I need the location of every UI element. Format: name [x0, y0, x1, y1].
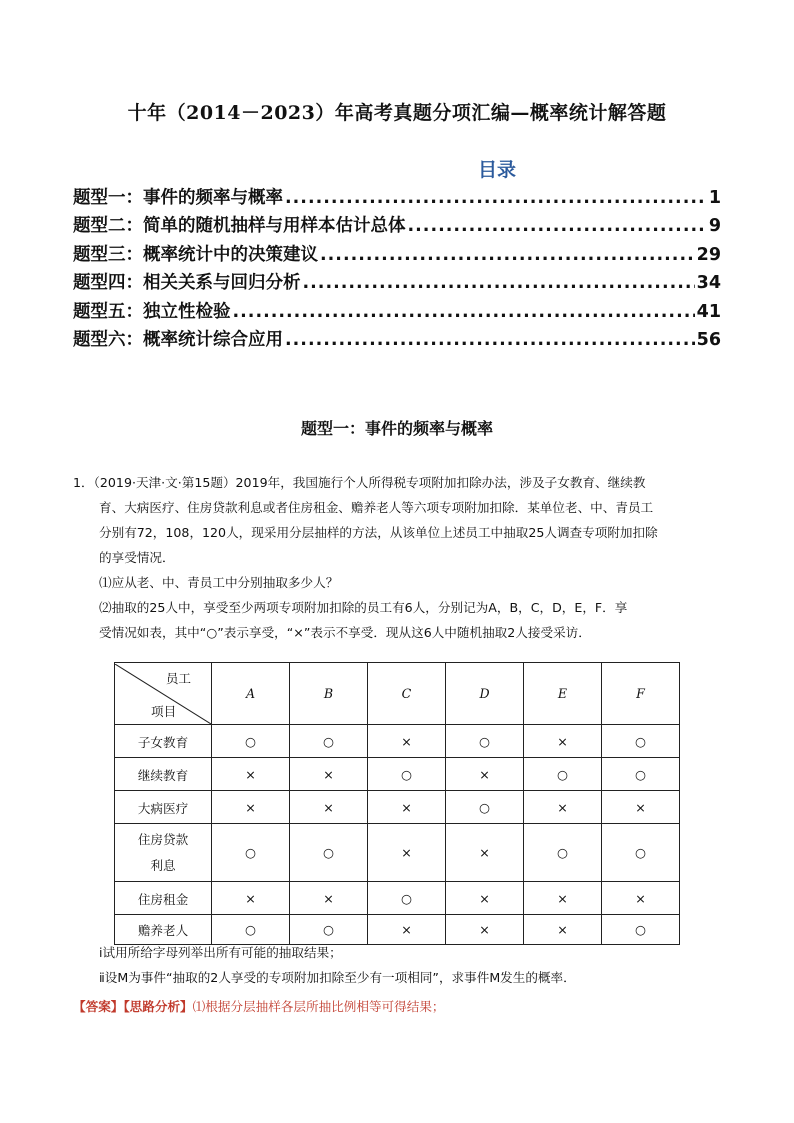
table-row — [115, 824, 680, 882]
table-cell: × — [446, 758, 524, 791]
toc-heading: 目录 — [478, 159, 517, 181]
table-cell: × — [524, 725, 602, 758]
table-cell: ○ — [446, 791, 524, 824]
sub-questions — [99, 940, 749, 990]
table-cell: × — [212, 882, 290, 915]
answer-line — [73, 994, 445, 1019]
column-header: A — [212, 663, 290, 725]
row-label-line: 住房贷款 — [137, 831, 189, 847]
sub-question-ii: ⅱ设M为事件“抽取的2人享受的专项附加扣除至少有一项相同”，求事件M发生的概率． — [99, 970, 576, 985]
table-cell: ○ — [290, 824, 368, 882]
toc-entry-page: 9 — [708, 216, 721, 237]
table-cell: × — [524, 915, 602, 945]
answer-tag: 【答案】 — [73, 999, 124, 1014]
problem-line: 育、大病医疗、住房贷款利息或者住房租金、赡养老人等六项专项附加扣除．某单位老、中、青员工 — [99, 500, 654, 515]
problem-line: 1．（2019·天津·文·第15题）2019年，我国施行个人所得税专项附加扣除办法，涉及子女教育、继续教 — [73, 475, 646, 490]
toc-entry-page: 29 — [696, 244, 721, 265]
table-cell: ○ — [212, 824, 290, 882]
table-cell: ○ — [524, 758, 602, 791]
table-cell: × — [368, 824, 446, 882]
table-cell: × — [212, 758, 290, 791]
row-label: 继续教育 — [115, 758, 212, 791]
toc-leader-dots — [285, 188, 707, 208]
toc-entry-label: 题型六：概率统计综合应用 — [73, 329, 283, 350]
toc-entry-page: 34 — [696, 273, 721, 294]
column-header: E — [524, 663, 602, 725]
toc-entry-label: 题型一：事件的频率与概率 — [73, 188, 283, 208]
table-cell: ○ — [602, 725, 680, 758]
table-cell: ○ — [368, 882, 446, 915]
header-item: 项目 — [151, 703, 177, 719]
problem-line: 的享受情况． — [99, 550, 175, 565]
table-cell: × — [524, 882, 602, 915]
table-cell: × — [290, 791, 368, 824]
question-1: ⑴应从老、中、青员工中分别抽取多少人？ — [99, 575, 339, 590]
table-cell: × — [368, 725, 446, 758]
table-row — [115, 758, 680, 791]
toc-entry[interactable] — [73, 326, 721, 354]
toc-leader-dots — [285, 330, 695, 350]
table-cell: × — [368, 791, 446, 824]
row-label — [115, 824, 212, 882]
toc-entry-page: 41 — [696, 301, 721, 322]
answer-text: ⑴根据分层抽样各层所抽比例相等可得结果； — [192, 999, 445, 1014]
toc-entry[interactable] — [73, 298, 721, 326]
table-row — [115, 882, 680, 915]
sub-question-i: ⅰ试用所给字母列举出所有可能的抽取结果； — [99, 945, 342, 960]
table-cell: × — [446, 824, 524, 882]
toc-entry-label: 题型二：简单的随机抽样与用样本估计总体 — [73, 216, 406, 237]
header-employee: 员工 — [165, 670, 191, 686]
row-label: 子女教育 — [115, 725, 212, 758]
table-cell: × — [290, 758, 368, 791]
benefit-table — [114, 662, 680, 945]
table-cell: × — [602, 882, 680, 915]
toc-entry[interactable] — [73, 241, 721, 269]
toc-entry[interactable] — [73, 212, 721, 240]
problem-statement — [73, 470, 743, 645]
toc-entry-label: 题型三：概率统计中的决策建议 — [73, 244, 318, 265]
table-cell: × — [524, 791, 602, 824]
table-cell: ○ — [446, 725, 524, 758]
table-cell: ○ — [290, 725, 368, 758]
table-cell: ○ — [368, 758, 446, 791]
column-header: B — [290, 663, 368, 725]
toc-entry-label: 题型四：相关关系与回归分析 — [73, 273, 301, 294]
table-cell: × — [290, 882, 368, 915]
toc-entry-page: 56 — [696, 329, 721, 350]
toc-entry-page: 1 — [708, 188, 721, 208]
table-row — [115, 725, 680, 758]
table-cell: ○ — [602, 915, 680, 945]
toc-entry[interactable] — [73, 184, 721, 212]
table-of-contents — [73, 184, 721, 354]
column-header: D — [446, 663, 524, 725]
column-header: C — [368, 663, 446, 725]
table-cell: ○ — [602, 824, 680, 882]
toc-leader-dots — [233, 302, 695, 322]
table-cell: ○ — [212, 915, 290, 945]
table-cell: ○ — [212, 725, 290, 758]
table-row — [115, 791, 680, 824]
question-2: ⑵抽取的25人中，享受至少两项专项附加扣除的员工有6人，分别记为A，B，C，D，E，F．享 — [99, 600, 628, 615]
toc-entry-label: 题型五：独立性检验 — [73, 301, 231, 322]
toc-entry[interactable] — [73, 269, 721, 297]
row-label-line: 利息 — [150, 857, 176, 873]
column-header: F — [602, 663, 680, 725]
problem-line: 分别有72，108，120人，现采用分层抽样的方法，从该单位上述员工中抽取25人调查专项附加扣除 — [99, 525, 658, 540]
table-cell: ○ — [524, 824, 602, 882]
toc-leader-dots — [320, 245, 695, 265]
table-cell: × — [446, 882, 524, 915]
table-cell: ○ — [602, 758, 680, 791]
row-label: 大病医疗 — [115, 791, 212, 824]
question-2-cont: 受情况如表，其中“○”表示享受，“×”表示不享受．现从这6人中随机抽取2人接受采访． — [99, 625, 591, 640]
row-label: 住房租金 — [115, 882, 212, 915]
table-header-row — [115, 663, 680, 725]
table-cell: × — [212, 791, 290, 824]
table-cell: × — [602, 791, 680, 824]
table-cell: × — [368, 915, 446, 945]
table-cell: ○ — [290, 915, 368, 945]
document-title: 十年（2014－2023）年高考真题分项汇编—概率统计解答题 — [127, 102, 667, 124]
row-label: 赡养老人 — [115, 915, 212, 945]
diagonal-header-cell — [115, 663, 212, 725]
table-cell: × — [446, 915, 524, 945]
toc-leader-dots — [303, 273, 695, 293]
toc-leader-dots — [408, 216, 707, 236]
section-heading: 题型一：事件的频率与概率 — [300, 419, 493, 438]
analysis-tag: 【思路分析】 — [123, 999, 193, 1014]
